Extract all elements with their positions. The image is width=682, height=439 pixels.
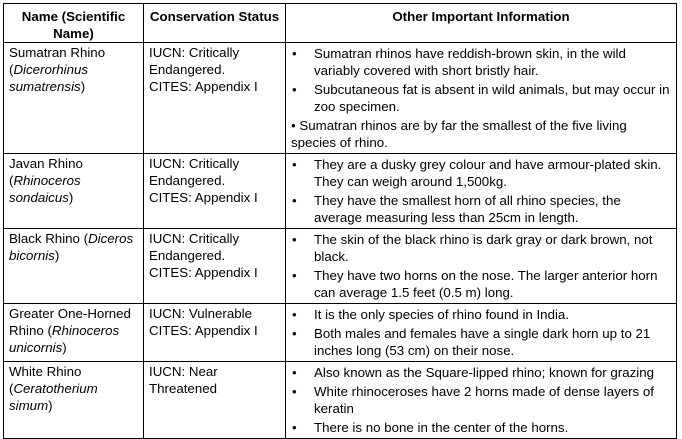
info-list bbox=[291, 231, 671, 301]
info-note: • Sumatran rhinos are by far the smallest of the five living species of rhino. bbox=[291, 118, 627, 150]
list-item: • Subcutaneous fat is absent in wild animals, but may occur in zoo specimen. bbox=[292, 82, 670, 114]
name-cell: Black Rhino (Diceros bicornis) bbox=[4, 229, 144, 304]
status-cell bbox=[144, 229, 286, 304]
header-row bbox=[4, 4, 677, 43]
list-item: • It is the only species of rhino found in India. bbox=[292, 307, 570, 322]
rhino-table bbox=[3, 3, 677, 439]
status-line: IUCN: Critically Endangered. bbox=[149, 156, 240, 188]
status-line: CITES: Appendix I bbox=[149, 79, 258, 94]
status-cell bbox=[144, 362, 286, 439]
status-line: IUCN: Vulnerable bbox=[149, 306, 252, 321]
list-item: • They have the smallest horn of all rhino species, the average measuring less than 25cm in length. bbox=[292, 193, 621, 225]
common-name: White Rhino bbox=[9, 364, 82, 379]
status-line: IUCN: Critically Endangered. bbox=[149, 231, 240, 263]
bullet-icon: • bbox=[292, 384, 297, 399]
bullet-icon: • bbox=[292, 193, 297, 208]
info-list bbox=[291, 364, 671, 436]
status-cell bbox=[144, 304, 286, 362]
table-row bbox=[4, 154, 677, 229]
header-status: Conservation Status bbox=[144, 4, 286, 43]
info-cell bbox=[286, 154, 677, 229]
status-line: IUCN: Near Threatened bbox=[149, 364, 218, 396]
list-item: • White rhinoceroses have 2 horns made of dense layers of keratin bbox=[292, 384, 654, 416]
info-cell bbox=[286, 362, 677, 439]
bullet-icon: • bbox=[292, 157, 297, 172]
table-row bbox=[4, 43, 677, 154]
bullet-icon: • bbox=[292, 307, 297, 322]
status-line: CITES: Appendix I bbox=[149, 190, 258, 205]
scientific-name: Rhinoceros sondaicus bbox=[9, 173, 81, 205]
info-cell bbox=[286, 43, 677, 154]
info-cell bbox=[286, 304, 677, 362]
info-list bbox=[291, 306, 671, 359]
scientific-name: Diceros bicornis bbox=[9, 231, 134, 263]
bullet-icon: • bbox=[292, 232, 297, 247]
header-info: Other Important Information bbox=[286, 4, 677, 43]
bullet-icon: • bbox=[292, 268, 297, 283]
scientific-name: Dicerorhinus sumatrensis bbox=[9, 62, 89, 94]
list-item: • They have two horns on the nose. The larger anterior horn can average 1.5 feet (0.5 m) long. bbox=[292, 268, 658, 300]
common-name: Greater One-Horned Rhino bbox=[9, 306, 131, 338]
list-item: • Also known as the Square-lipped rhino; known for grazing bbox=[292, 365, 655, 380]
info-cell bbox=[286, 229, 677, 304]
name-cell: Greater One-Horned Rhino (Rhinoceros unicornis) bbox=[4, 304, 144, 362]
list-item: • They are a dusky grey colour and have armour-plated skin. They can weigh around 1,500kg. bbox=[292, 157, 662, 189]
name-cell: Sumatran Rhino (Dicerorhinus sumatrensis) bbox=[4, 43, 144, 154]
status-line: IUCN: Critically Endangered. bbox=[149, 45, 240, 77]
name-cell: Javan Rhino (Rhinoceros sondaicus) bbox=[4, 154, 144, 229]
common-name: Sumatran Rhino bbox=[9, 45, 106, 60]
table-row bbox=[4, 362, 677, 439]
bullet-icon: • bbox=[292, 46, 297, 61]
info-list bbox=[291, 45, 671, 115]
table-row bbox=[4, 229, 677, 304]
common-name: Black Rhino bbox=[9, 231, 80, 246]
info-list bbox=[291, 156, 671, 226]
status-cell bbox=[144, 154, 286, 229]
status-cell bbox=[144, 43, 286, 154]
name-cell: White Rhino (Ceratotherium simum) bbox=[4, 362, 144, 439]
status-line: CITES: Appendix I bbox=[149, 265, 258, 280]
bullet-icon: • bbox=[292, 365, 297, 380]
bullet-icon: • bbox=[292, 82, 297, 97]
header-name: Name (Scientific Name) bbox=[4, 4, 144, 43]
list-item: • Both males and females have a single dark horn up to 21 inches long (53 cm) on their nose. bbox=[292, 326, 651, 358]
scientific-name: Rhinoceros unicornis bbox=[9, 323, 120, 355]
scientific-name: Ceratotherium simum bbox=[9, 381, 98, 413]
table-row bbox=[4, 304, 677, 362]
bullet-icon: • bbox=[292, 420, 297, 435]
list-item: • There is no bone in the center of the horns. bbox=[292, 420, 569, 435]
list-item: • Sumatran rhinos have reddish-brown skin, in the wild variably covered with short bristly hair. bbox=[292, 46, 626, 78]
status-line: CITES: Appendix I bbox=[149, 323, 258, 338]
list-item: • The skin of the black rhino is dark gray or dark brown, not black. bbox=[292, 232, 653, 264]
bullet-icon: • bbox=[292, 326, 297, 341]
common-name: Javan Rhino bbox=[9, 156, 83, 171]
